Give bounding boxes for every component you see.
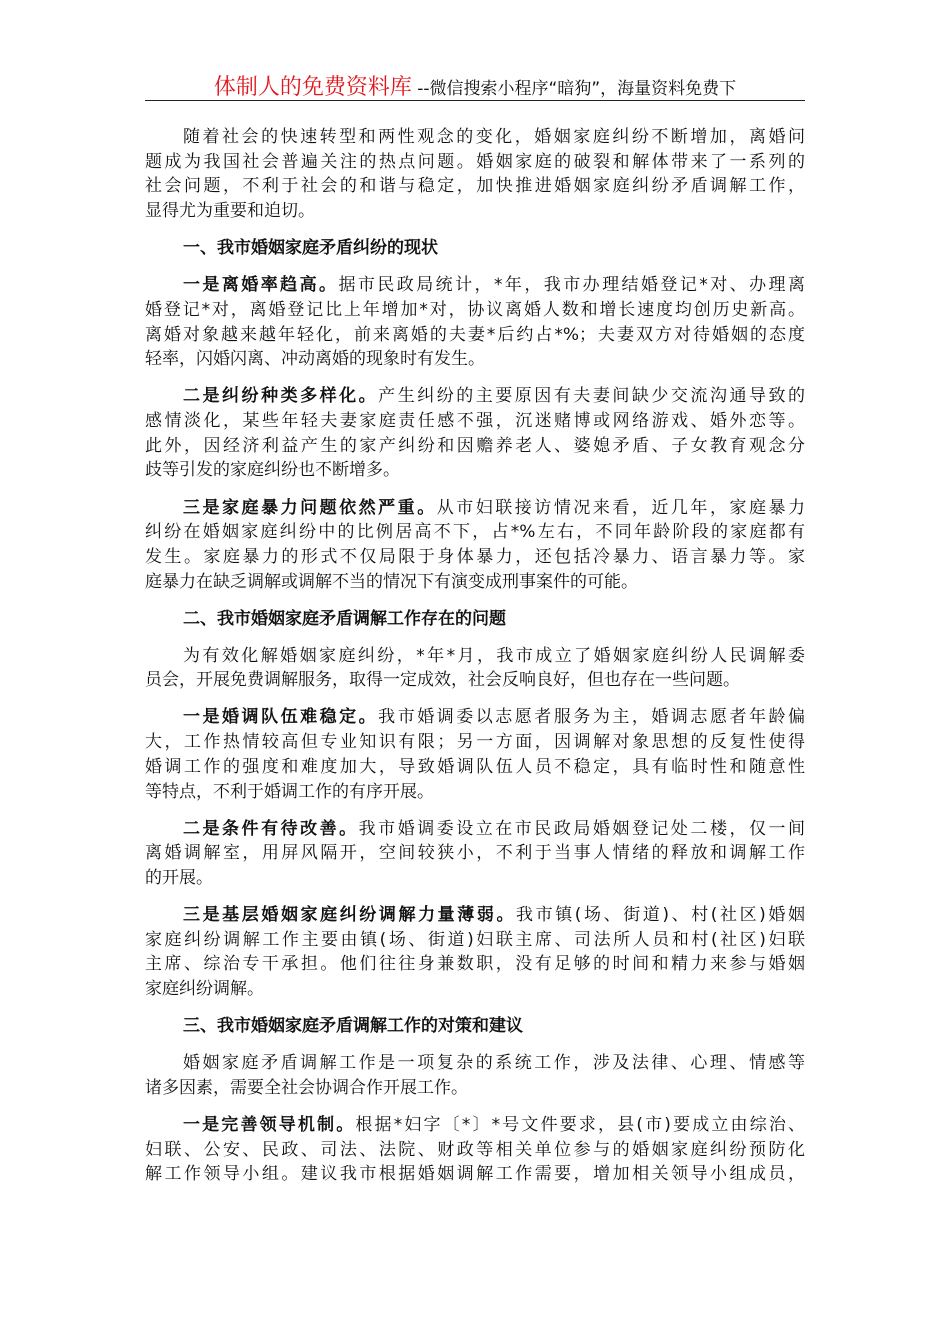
- header-slogan: --微信搜索小程序“暗狗”，海量资料免费下: [411, 79, 737, 99]
- text-line: [145, 1138, 805, 1163]
- text-line: [145, 347, 805, 372]
- paragraph-lead: 一是婚调队伍难稳定。: [183, 707, 379, 728]
- line-text: 我市镇(场、街道)、村(社区)婚姻: [516, 905, 805, 926]
- line-text: 产生纠纷的主要原因有夫妻间缺少交流沟通导致的: [378, 386, 805, 407]
- text-line: [145, 199, 805, 224]
- text-line: [145, 705, 805, 730]
- page-header: [145, 70, 805, 101]
- line-text: 我市婚调委以志愿者服务为主，婚调志愿者年龄偏: [378, 707, 805, 728]
- section-heading: [145, 236, 805, 261]
- line-text: 从市妇联接访情况来看，近几年，家庭暴力: [436, 497, 805, 518]
- paragraph-lead: 二是条件有待改善。: [183, 818, 359, 839]
- line-text: 社会问题，不利于社会的和谐与稳定，加快推进婚姻家庭纠纷矛盾调解工作，: [145, 176, 805, 197]
- header-brand: 体制人的免费资料库: [213, 75, 412, 100]
- line-text: 轻率，闪婚闪离、冲动离婚的现象时有发生。: [145, 349, 485, 370]
- line-text: 随着社会的快速转型和两性观念的变化，婚姻家庭纠纷不断增加，离婚问: [183, 127, 805, 147]
- line-text: 此外，因经济利益产生的家产纠纷和因赡养老人、婆媳矛盾、子女教育观念分: [145, 435, 805, 456]
- line-text: 婚姻家庭矛盾调解工作是一项复杂的系统工作，涉及法律、心理、情感等: [183, 1053, 805, 1074]
- text-line: [145, 1051, 805, 1076]
- line-text: 为有效化解婚姻家庭纠纷，*年*月，我市成立了婚姻家庭纠纷人民调解委: [183, 645, 805, 666]
- line-text: 离婚调解室，用屏风隔开，空间较狭小，不利于当事人情绪的释放和调解工作: [145, 843, 805, 864]
- paragraph: [145, 496, 805, 595]
- text-line: [145, 903, 805, 928]
- paragraph: [145, 644, 805, 693]
- paragraph: [145, 273, 805, 372]
- text-line: [145, 150, 805, 175]
- paragraph: [145, 1113, 805, 1187]
- line-text: 员会，开展免费调解服务，取得一定成效，社会反响良好，但也存在一些问题。: [145, 670, 740, 691]
- line-text: 诸多因素，需要全社会协调合作开展工作。: [145, 1077, 468, 1098]
- line-text: 主席、综治专干承担。他们往往身兼数职，没有足够的时间和精力来参与婚姻: [145, 954, 805, 975]
- text-line: [145, 644, 805, 669]
- line-text: 二、我市婚姻家庭矛盾调解工作存在的问题: [183, 608, 506, 629]
- line-text: 三、我市婚姻家庭矛盾调解工作的对策和建议: [183, 1016, 523, 1037]
- text-line: [145, 384, 805, 409]
- text-line: [145, 125, 805, 150]
- paragraph-lead: 一是离婚率趋高。: [183, 275, 339, 296]
- text-line: [145, 545, 805, 570]
- text-line: [145, 236, 805, 261]
- line-text: 显得尤为重要和迫切。: [145, 201, 315, 222]
- line-text: 妇联、公安、民政、司法、法院、财政等相关单位参与的婚姻家庭纠纷预防化: [145, 1139, 805, 1160]
- line-text: 题成为我国社会普遍关注的热点问题。婚姻家庭的破裂和解体带来了一系列的: [145, 151, 805, 172]
- paragraph: [145, 817, 805, 891]
- text-line: [145, 520, 805, 545]
- text-line: [145, 1076, 805, 1101]
- line-text: 一、我市婚姻家庭矛盾纠纷的现状: [183, 238, 438, 259]
- line-text: 的开展。: [145, 868, 213, 888]
- text-line: [145, 1014, 805, 1039]
- line-text: 解工作领导小组。建议我市根据婚姻调解工作需要，增加相关领导小组成员，: [145, 1164, 805, 1185]
- text-line: [145, 496, 805, 521]
- text-line: [145, 668, 805, 693]
- paragraph-lead: 三是家庭暴力问题依然严重。: [183, 497, 437, 518]
- paragraph: [145, 1051, 805, 1100]
- paragraph: [145, 384, 805, 483]
- section-heading: [145, 607, 805, 632]
- text-line: [145, 434, 805, 459]
- document-body: [145, 125, 805, 1200]
- text-line: [145, 273, 805, 298]
- text-line: [145, 952, 805, 977]
- text-line: [145, 730, 805, 755]
- paragraph: [145, 903, 805, 1002]
- text-line: [145, 780, 805, 805]
- text-line: [145, 977, 805, 1002]
- text-line: [145, 174, 805, 199]
- text-line: [145, 817, 805, 842]
- paragraph-lead: 一是完善领导机制。: [183, 1115, 356, 1136]
- line-text: 庭暴力在缺乏调解或调解不当的情况下有演变成刑事案件的可能。: [145, 571, 638, 592]
- paragraph-lead: 二是纠纷种类多样化。: [183, 386, 379, 407]
- line-text: 离婚对象越来越年轻化，前来离婚的夫妻*后约占*%；夫妻双方对待婚姻的态度: [145, 324, 805, 345]
- text-line: [145, 607, 805, 632]
- paragraph: [145, 705, 805, 804]
- text-line: [145, 323, 805, 348]
- line-text: 歧等引发的家庭纠纷也不断增多。: [145, 460, 400, 481]
- paragraph: [145, 125, 805, 224]
- line-text: 我市婚调委设立在市民政局婚姻登记处二楼，仅一间: [358, 818, 805, 839]
- text-line: [145, 1113, 805, 1138]
- text-line: [145, 841, 805, 866]
- line-text: 据市民政局统计，*年，我市办理结婚登记*对、办理离: [338, 275, 805, 296]
- line-text: 感情淡化，某些年轻夫妻家庭责任感不强，沉迷赌博或网络游戏、婚外恋等。: [145, 411, 805, 432]
- line-text: 大，工作热情较高但专业知识有限；另一方面，因调解对象思想的反复性使得: [145, 732, 805, 753]
- line-text: 等特点，不利于婚调工作的有序开展。: [145, 781, 434, 802]
- text-line: [145, 298, 805, 323]
- line-text: 根据*妇字〔*〕*号文件要求，县(市)要成立由综治、: [355, 1115, 805, 1136]
- line-text: 发生。家庭暴力的形式不仅局限于身体暴力，还包括冷暴力、语言暴力等。家: [145, 546, 805, 567]
- text-line: [145, 755, 805, 780]
- section-heading: [145, 1014, 805, 1039]
- text-line: [145, 458, 805, 483]
- line-text: 家庭纠纷调解工作主要由镇(场、街道)妇联主席、司法所人员和村(社区)妇联: [145, 929, 805, 950]
- line-text: 婚登记*对，离婚登记比上年增加*对，协议离婚人数和增长速度均创历史新高。: [145, 299, 805, 320]
- text-line: [145, 1162, 805, 1187]
- line-text: 纠纷在婚姻家庭纠纷中的比例居高不下，占*%左右，不同年龄阶段的家庭都有: [145, 522, 805, 543]
- text-line: [145, 570, 805, 595]
- text-line: [145, 409, 805, 434]
- text-line: [145, 866, 805, 891]
- paragraph-lead: 三是基层婚姻家庭纠纷调解力量薄弱。: [183, 905, 517, 926]
- line-text: 家庭纠纷调解。: [145, 979, 264, 1000]
- text-line: [145, 928, 805, 953]
- line-text: 婚调工作的强度和难度加大，导致婚调队伍人员不稳定，具有临时性和随意性: [145, 756, 805, 777]
